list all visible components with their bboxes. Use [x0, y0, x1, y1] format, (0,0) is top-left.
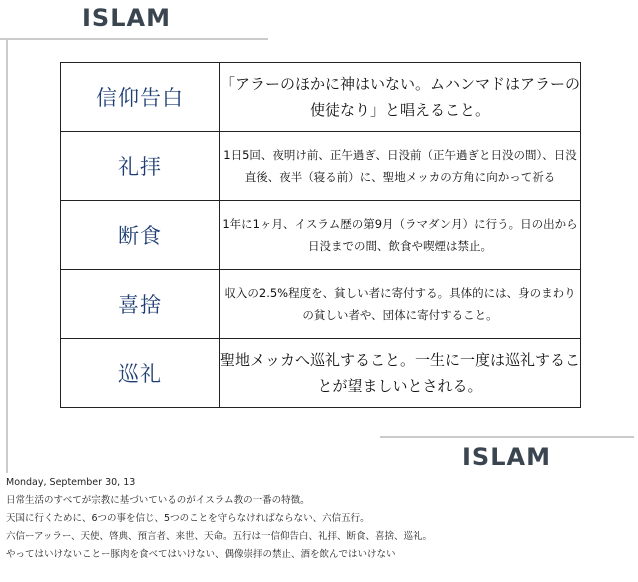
- table-row: [61, 201, 581, 270]
- table-row: [61, 132, 581, 201]
- description-cell: 1日5回、夜明け前、正午過ぎ、日没前（正午過ぎと日没の間）、日没直後、夜半（寝る前）に、聖地メッカの方角に向かって祈る: [220, 132, 581, 201]
- slide-title-top: ISLAM: [82, 4, 171, 32]
- table-row: [61, 339, 581, 408]
- description-cell: 「アラーのほかに神はいない。ムハンマドはアラーの使徒なり」と唱えること。: [220, 63, 581, 132]
- description-cell: 収入の2.5%程度を、貧しい者に寄付する。具体的には、身のまわりの貧しい者や、団体に寄付すること。: [220, 270, 581, 339]
- bottom-divider: [380, 436, 634, 438]
- note-line: やってはいけないことー豚肉を食べてはいけない、偶像崇拝の禁止、酒を飲んではいけない: [6, 549, 396, 560]
- top-divider: [0, 38, 268, 40]
- term-cell: 信仰告白: [61, 63, 220, 132]
- term-cell: 巡礼: [61, 339, 220, 408]
- term-cell: 喜捨: [61, 270, 220, 339]
- description-cell: 1年に1ヶ月、イスラム歴の第9月（ラマダン月）に行う。日の出から日没までの間、飲食や喫煙は禁止。: [220, 201, 581, 270]
- term-cell: 礼拝: [61, 132, 220, 201]
- slide-title-bottom: ISLAM: [462, 443, 551, 471]
- note-line: 天国に行くために、6つの事を信じ、5つのことを守らなければならない、六信五行。: [6, 513, 370, 524]
- table-row: [61, 270, 581, 339]
- table-row: [61, 63, 581, 132]
- left-divider: [6, 38, 8, 473]
- description-cell: 聖地メッカへ巡礼すること。一生に一度は巡礼することが望ましいとされる。: [220, 339, 581, 408]
- slide-date: Monday, September 30, 13: [6, 477, 136, 488]
- speaker-notes: [0, 476, 638, 564]
- note-line: 日常生活のすべてが宗教に基づいているのがイスラム教の一番の特徴。: [6, 495, 310, 506]
- term-cell: 断食: [61, 201, 220, 270]
- five-pillars-table: [60, 62, 581, 408]
- note-line: 六信ーアッラー、天使、啓典、預言者、来世、天命。五行は一信仰告白、礼拝、断食、喜捨、巡礼。: [6, 531, 432, 542]
